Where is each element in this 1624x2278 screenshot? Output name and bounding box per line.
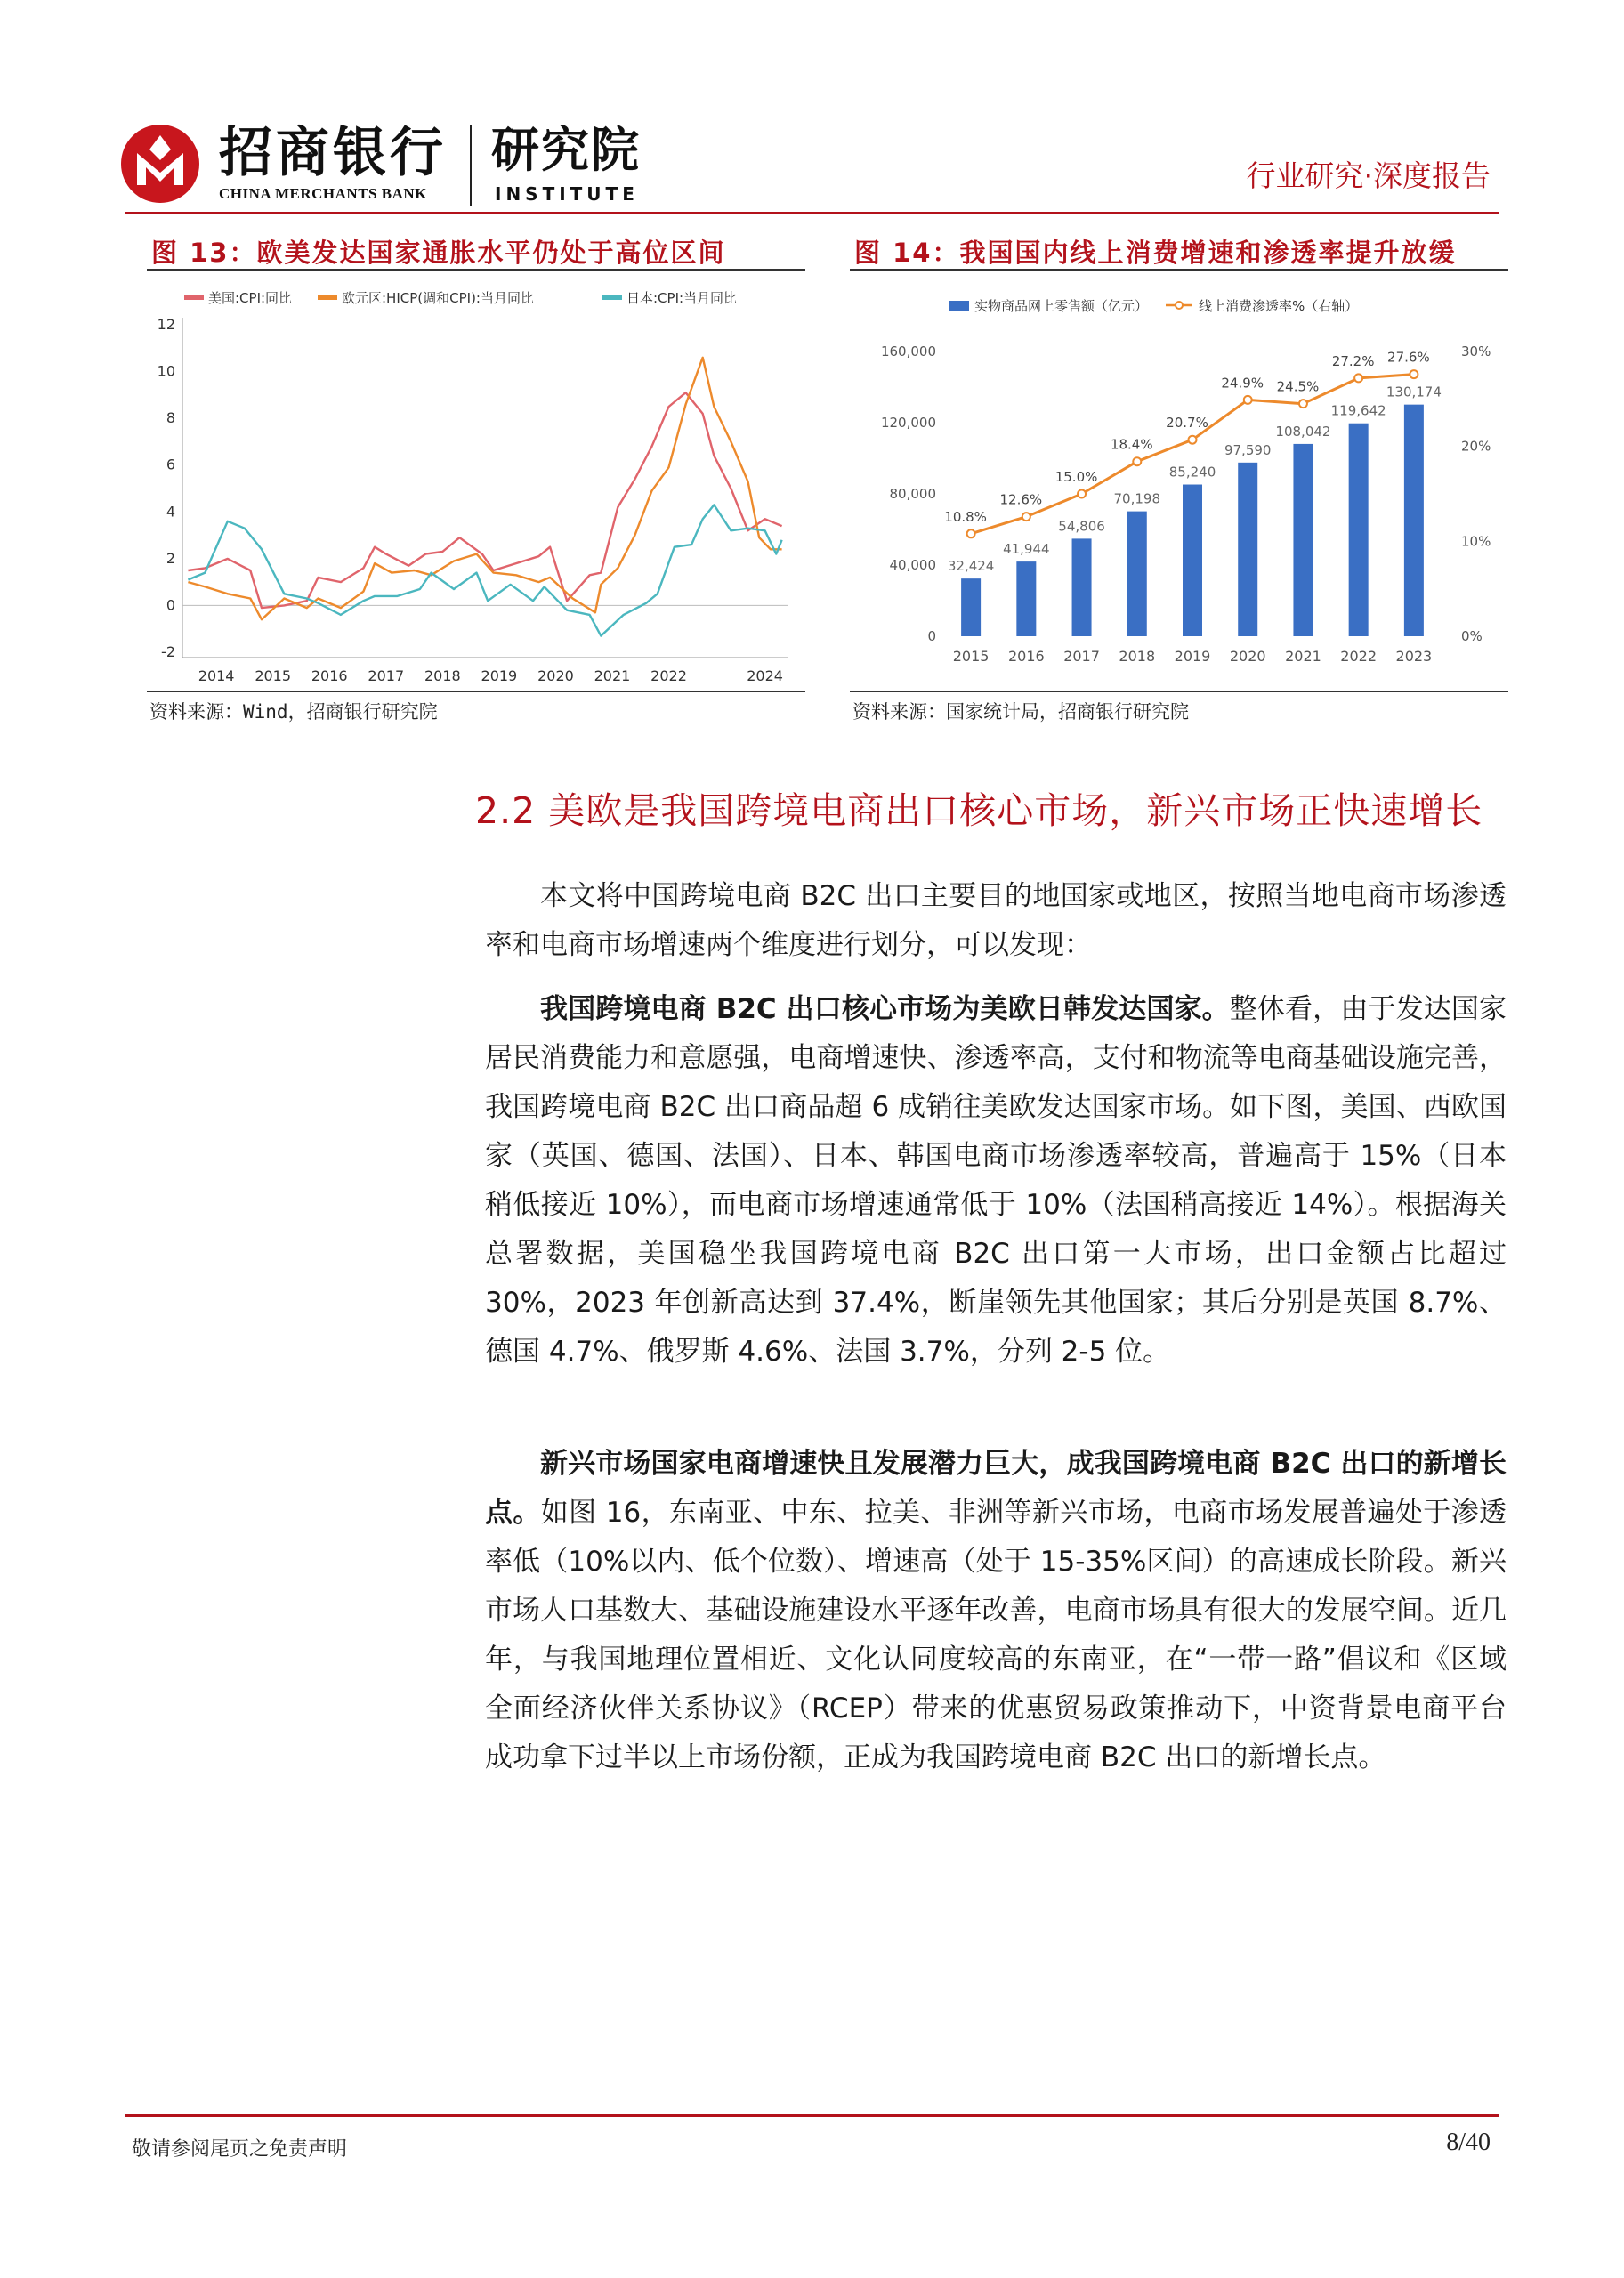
y-left-tick-label: 80,000 (889, 486, 936, 502)
legend-label-bar: 实物商品网上零售额（亿元） (974, 298, 1149, 314)
bar-2023 (1404, 405, 1424, 636)
y-right-tick-label: 30% (1461, 343, 1491, 359)
penetration-point-2018 (1133, 457, 1141, 465)
bar-value-label: 97,590 (1224, 441, 1272, 458)
x-tick-label: 2017 (368, 667, 405, 684)
y-left-tick-label: 160,000 (880, 343, 936, 359)
bar-value-label: 32,424 (947, 558, 995, 575)
legend-marker-line (1176, 302, 1183, 309)
penetration-label: 12.6% (999, 491, 1043, 508)
bar-2022 (1349, 424, 1369, 636)
y-tick-label: 4 (166, 503, 175, 521)
series-line-2 (188, 505, 781, 635)
x-tick-label: 2024 (747, 667, 783, 684)
penetration-label: 15.0% (1054, 469, 1098, 485)
penetration-point-2017 (1078, 490, 1086, 498)
bar-value-label: 54,806 (1058, 518, 1105, 535)
bar-value-label: 108,042 (1275, 423, 1331, 440)
report-type: 行业研究·深度报告 (1246, 158, 1491, 193)
figure14-bottom-rule (850, 691, 1508, 692)
x-tick-label: 2016 (311, 667, 348, 684)
bar-2017 (1072, 538, 1092, 636)
x-tick-label: 2021 (594, 667, 631, 684)
institute-name-en: INSTITUTE (495, 183, 639, 205)
x-tick-label: 2019 (1174, 648, 1211, 665)
y-right-tick-label: 10% (1461, 533, 1491, 550)
bar-value-label: 70,198 (1113, 490, 1161, 507)
y-tick-label: 8 (166, 409, 175, 427)
penetration-point-2020 (1244, 396, 1252, 404)
figure14-chart (850, 280, 1508, 685)
penetration-label: 27.2% (1331, 352, 1375, 369)
legend-swatch-0 (184, 295, 204, 300)
institute-name: 研究院 (491, 122, 641, 178)
legend-label-2: 日本:CPI:当月同比 (626, 290, 738, 306)
bar-2015 (961, 578, 981, 636)
y-tick-label: 12 (157, 316, 175, 333)
bar-2018 (1127, 512, 1147, 636)
figure13-chart (147, 280, 805, 685)
x-tick-label: 2018 (1119, 648, 1156, 665)
bar-2020 (1238, 463, 1257, 636)
y-left-tick-label: 120,000 (880, 415, 936, 431)
paragraph-3: 新兴市场国家电商增速快且发展潜力巨大，成我国跨境电商 B2C 出口的新增长点。如图 16，东南亚、中东、拉美、非洲等新兴市场，电商市场发展普遍处于渗透率低（10%以内、低个位数）、增速高（处于 15-35%区间）的高速成长阶段。新兴市场人口基数大、基础设施建设水平逐年改善，电商市场具有很大的发展空间。近几年，与我国地理位置相近、文化认同度较高的东南亚，在“一带一路”倡议和《区域全面经济伙伴关系协议》（RCEP）带来的优惠贸易政策推动下，中资背景电商平台成功拿下过半以上市场份额，正成为我国跨境电商 B2C 出口的新增长点。 (485, 1448, 1507, 1773)
bar-2021 (1293, 444, 1313, 636)
bank-name: 招商银行 (219, 122, 447, 184)
figure13-source: 资料来源：Wind，招商银行研究院 (149, 701, 438, 723)
bar-value-label: 130,174 (1386, 384, 1442, 400)
footer-divider (125, 2114, 1499, 2117)
penetration-label: 18.4% (1110, 436, 1153, 453)
y-tick-label: -2 (161, 643, 175, 660)
bar-2019 (1183, 485, 1202, 636)
penetration-label: 27.6% (1387, 349, 1430, 366)
x-tick-label: 2015 (255, 667, 292, 684)
x-tick-label: 2017 (1063, 648, 1100, 665)
x-tick-label: 2020 (1229, 648, 1266, 665)
legend-label-1: 欧元区:HICP(调和CPI):当月同比 (342, 290, 534, 306)
x-tick-label: 2015 (952, 648, 990, 665)
page-number: 8/40 (1446, 2129, 1491, 2156)
cmb-logo-icon (119, 123, 201, 205)
legend-swatch-1 (318, 295, 337, 300)
logo-divider (470, 125, 472, 206)
figure14-title: 图 14：我国国内线上消费增速和渗透率提升放缓 (854, 238, 1457, 268)
y-tick-label: 10 (157, 362, 175, 380)
bar-value-label: 41,944 (1003, 541, 1050, 558)
x-tick-label: 2018 (424, 667, 461, 684)
paragraph-1: 本文将中国跨境电商 B2C 出口主要目的地国家或地区，按照当地电商市场渗透率和电商市场增速两个维度进行划分，可以发现： (485, 880, 1507, 961)
y-right-tick-label: 20% (1461, 438, 1491, 455)
x-tick-label: 2020 (537, 667, 574, 684)
bar-value-label: 119,642 (1330, 402, 1386, 419)
figure14-title-rule (850, 269, 1508, 271)
y-left-tick-label: 40,000 (889, 557, 936, 573)
y-right-tick-label: 0% (1461, 628, 1483, 644)
paragraph-3-lead: 新兴市场国家电商增速快且发展潜力巨大，成我国跨境电商 B2C 出口的新增长点。 (485, 1448, 1507, 1529)
figure13-title-rule (147, 269, 805, 271)
y-tick-label: 0 (166, 596, 175, 614)
penetration-point-2016 (1022, 513, 1030, 521)
penetration-label: 24.5% (1276, 378, 1320, 395)
figure14-source: 资料来源：国家统计局，招商银行研究院 (852, 701, 1189, 723)
penetration-label: 24.9% (1221, 375, 1264, 392)
legend-label-0: 美国:CPI:同比 (208, 290, 293, 306)
x-tick-label: 2019 (481, 667, 518, 684)
figure13-bottom-rule (147, 691, 805, 692)
penetration-point-2023 (1410, 370, 1418, 378)
bar-value-label: 85,240 (1168, 464, 1216, 481)
legend-swatch-2 (602, 295, 622, 300)
bank-name-en: CHINA MERCHANTS BANK (219, 185, 427, 202)
figure13-title: 图 13：欧美发达国家通胀水平仍处于高位区间 (151, 238, 726, 268)
penetration-label: 20.7% (1166, 415, 1208, 432)
legend-label-line: 线上消费渗透率%（右轴） (1199, 298, 1359, 314)
bar-2016 (1016, 561, 1036, 636)
penetration-point-2021 (1299, 400, 1307, 408)
penetration-point-2019 (1189, 436, 1197, 444)
paragraph-2: 我国跨境电商 B2C 出口核心市场为美欧日韩发达国家。整体看，由于发达国家居民消费能力和意愿强，电商增速快、渗透率高，支付和物流等电商基础设施完善，我国跨境电商 B2C 出口商品超 6 成销往美欧发达国家市场。如下图，美国、西欧国家（英国、德国、法国）、日本、韩国电商市场渗透率较高，普遍高于 15%（日本稍低接近 10%），而电商市场增速通常低于 10%（法国稍高接近 14%）。根据海关总署数据，美国稳坐我国跨境电商 B2C 出口第一大市场，出口金额占比超过 30%，2023 年创新高达到 37.4%，断崖领先其他国家；其后分别是英国 8.7%、德国 4.7%、俄罗斯 4.6%、法国 3.7%，分列 2-5 位。 (485, 993, 1507, 1368)
section-title: 2.2 美欧是我国跨境电商出口核心市场，新兴市场正快速增长 (475, 789, 1483, 832)
y-tick-label: 2 (166, 549, 175, 567)
x-tick-label: 2021 (1285, 648, 1321, 665)
y-tick-label: 6 (166, 456, 175, 473)
x-tick-label: 2023 (1395, 648, 1433, 665)
disclaimer-note: 敬请参阅尾页之免责声明 (132, 2138, 348, 2161)
series-line-0 (188, 392, 781, 608)
paragraph-2-lead: 我国跨境电商 B2C 出口核心市场为美欧日韩发达国家。 (540, 993, 1230, 1025)
penetration-point-2015 (967, 529, 975, 537)
header-divider (125, 212, 1499, 214)
x-tick-label: 2014 (198, 667, 235, 684)
y-left-tick-label: 0 (927, 628, 936, 644)
x-tick-label: 2016 (1007, 648, 1045, 665)
penetration-point-2022 (1354, 374, 1362, 382)
x-tick-label: 2022 (1340, 648, 1378, 665)
legend-swatch-bar (949, 301, 969, 311)
x-tick-label: 2022 (650, 667, 687, 684)
penetration-label: 10.8% (944, 508, 987, 525)
